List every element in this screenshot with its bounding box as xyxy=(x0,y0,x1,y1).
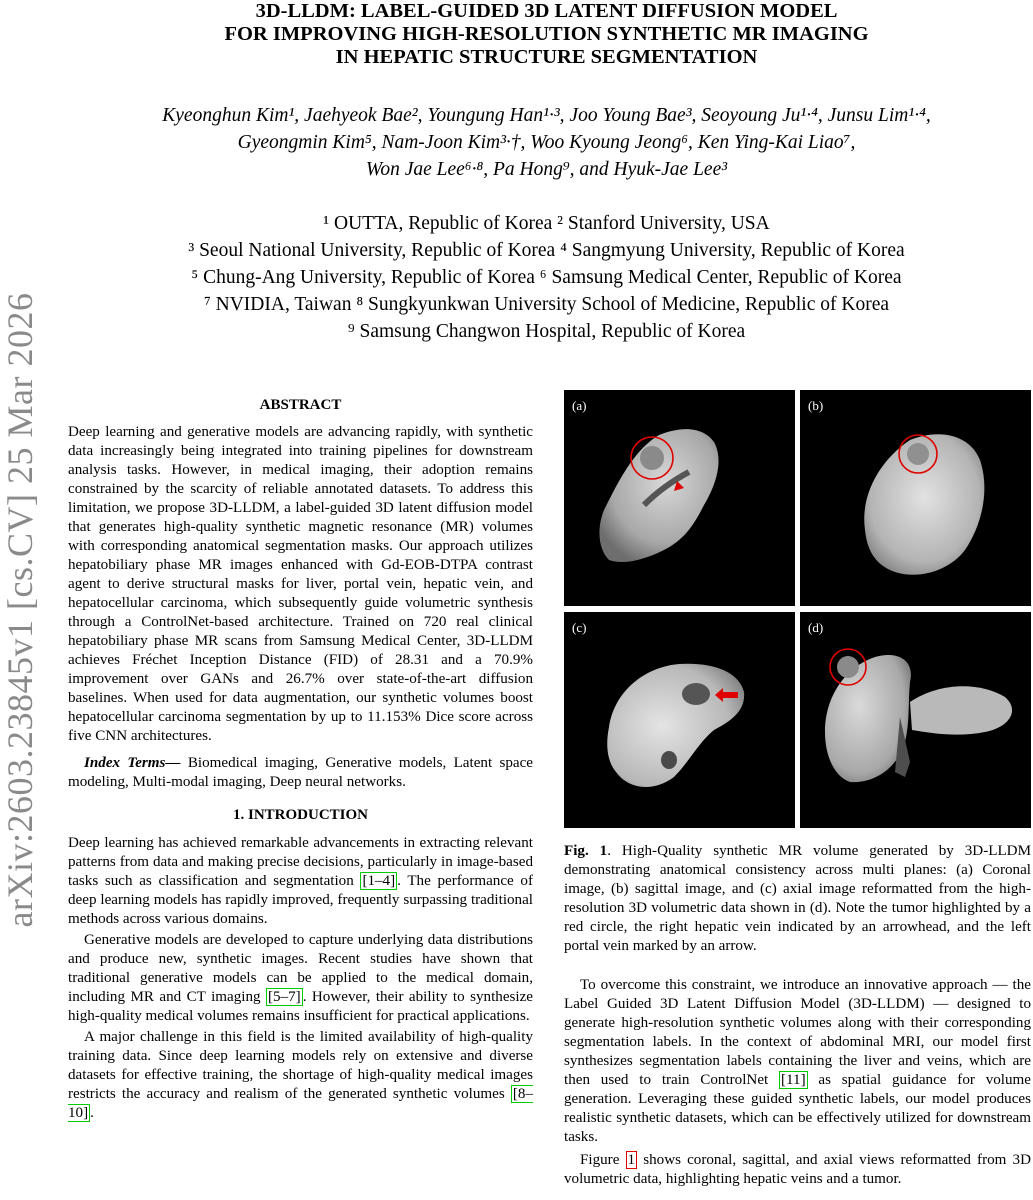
figure-caption xyxy=(564,842,1031,956)
author-line: Gyeongmin Kim⁵, Nam-Joon Kim³·†, Woo Kyoung Jeong⁶, Ken Ying-Kai Liao⁷, xyxy=(237,132,856,153)
coronal-liver-image xyxy=(564,390,795,606)
caption-text: . High-Quality synthetic MR volume generated by 3D-LLDM demonstrating anatomical consistency across multi planes: (a) Coronal image, (b) sagittal image, and (c) axial image reformatted from the high-resolution 3D volumetric data shown in (d). Note the tumor highlighted by a red circle, the right hepatic vein indicated by an arrowhead, and the left portal vein marked by an arrow. xyxy=(564,843,1031,954)
abstract-text: Deep learning and generative models are advancing rapidly, with synthetic data increasingly being integrated into training pipelines for downstream analysis tasks. However, in medical imaging, their adoption remains constrained by the scarcity of reliable annotated datasets. To address this limitation, we propose 3D-LLDM, a label-guided 3D latent diffusion model that generates high-quality synthetic magnetic resonance (MR) volumes with corresponding anatomical segmentation masks. Our approach utilizes hepatobiliary phase MR images enhanced with Gd-EOB-DTPA contrast agent to derive structural masks for liver, portal vein, hepatic vein, and hepatocellular carcinoma, which subsequently guide volumetric synthesis through a ControlNet-based architecture. Trained on 720 real clinical hepatobiliary phase MR scans from Samsung Medical Center, 3D-LLDM achieves Fréchet Inception Distance (FID) of 28.31 and a 70.9% improvement over GANs and 26.7% over state-of-the-art diffusion baselines. When used for data augmentation, our synthetic volumes boost hepatocellular carcinoma segmentation by up to 11.153% Dice score across five CNN architectures. xyxy=(68,424,533,744)
volume-panel xyxy=(800,612,1031,828)
affiliation-line: ⁵ Chung-Ang University, Republic of Korea ⁶ Samsung Medical Center, Republic of Korea xyxy=(191,267,902,288)
body-text: To overcome this constraint, we introduce an innovative approach — the Label Guided 3D Latent Diffusion Model (3D-LLDM) — designed to generate high-resolution synthetic volumes along with their corresponding segmentation labels. In the context of abdominal MRI, our model first synthesizes segmentation labels containing the liver and veins, which are then used to train ControlNet xyxy=(564,977,1031,1088)
intro-paragraph-1 xyxy=(68,834,533,929)
introduction-heading: 1. INTRODUCTION xyxy=(232,807,368,823)
panel-label-a: (a) xyxy=(572,398,587,413)
axial-panel xyxy=(564,612,795,828)
sagittal-liver-image xyxy=(800,390,1031,606)
affiliation-line: ³ Seoul National University, Republic of Korea ⁴ Sangmyung University, Republic of Korea xyxy=(188,240,905,261)
intro-text: A major challenge in this field is the limited availability of high-quality training data. Since deep learning models rely on extensive and diverse datasets for effective training, the shortage of high-quality medical images restricts the accuracy and realism of the generated synthetic volumes xyxy=(68,1029,533,1102)
intro-paragraph-3 xyxy=(68,1028,533,1123)
portal-vein xyxy=(682,683,710,705)
affiliation-line: ¹ OUTTA, Republic of Korea ² Stanford University, USA xyxy=(323,213,770,234)
title-line: FOR IMPROVING HIGH-RESOLUTION SYNTHETIC MR IMAGING xyxy=(224,23,869,45)
affiliation-list xyxy=(60,210,1033,345)
author-line: Won Jae Lee⁶·⁸, Pa Hong⁹, and Hyuk-Jae Lee³ xyxy=(365,159,728,180)
3d-volume-image xyxy=(800,612,1031,828)
arxiv-identifier: arXiv:2603.23845v1 [cs.CV] 25 Mar 2026 xyxy=(0,292,40,928)
intro-text: . The performance of deep learning models has rapidly improved, frequently surpassing traditional methods across various domains. xyxy=(68,873,533,927)
tumor xyxy=(907,443,929,465)
affiliation-line: ⁷ NVIDIA, Taiwan ⁸ Sungkyunkwan University School of Medicine, Republic of Korea xyxy=(203,294,890,315)
body-paragraph-2 xyxy=(564,1151,1031,1189)
body-text: as spatial guidance for volume generation. Leveraging these guided synthetic labels, our model produces realistic synthetic datasets, which can be effectively utilized for downstream tasks. xyxy=(564,1072,1031,1145)
abstract-heading: ABSTRACT xyxy=(259,397,342,413)
index-terms-text: Biomedical imaging, Generative models, Latent space modeling, Multi-modal imaging, Deep neural networks. xyxy=(68,755,533,790)
right-column xyxy=(564,976,1031,1189)
intro-text: Generative models are developed to capture underlying data distributions and produce new, synthetic images. Recent studies have shown that traditional generative models can be applied to the medical domain, including MR and CT imaging xyxy=(68,932,533,1005)
panel-label-b: (b) xyxy=(808,398,824,413)
tumor xyxy=(640,446,664,470)
body-text: Figure xyxy=(580,1152,626,1168)
liver-shape xyxy=(607,664,744,787)
axial-liver-image xyxy=(564,612,795,828)
intro-text: Deep learning has achieved remarkable advancements in extracting relevant patterns from data and making precise decisions, particularly in image-based tasks such as classification and segmentation xyxy=(68,835,533,889)
tumor xyxy=(837,656,859,678)
index-terms xyxy=(68,754,533,792)
citation-link[interactable]: [1–4] xyxy=(362,873,396,889)
intro-paragraph-2 xyxy=(68,931,533,1026)
body-text: shows coronal, sagittal, and axial views reformatted from 3D volumetric data, highlighting hepatic veins and a tumor. xyxy=(564,1152,1031,1187)
left-column xyxy=(68,396,533,1123)
caption-label: Fig. 1 xyxy=(564,843,608,859)
intro-text: . However, their ability to synthesize high-quality medical volumes remains insufficient for practical applications. xyxy=(68,989,533,1024)
liver-left-lobe xyxy=(910,686,1012,734)
body-paragraph-1 xyxy=(564,976,1031,1147)
author-line: Kyeonghun Kim¹, Jaehyeok Bae², Youngung Han¹·³, Joo Young Bae³, Seoyoung Ju¹·⁴, Junsu Lim¹·⁴, xyxy=(162,105,931,126)
author-list xyxy=(60,102,1033,183)
title-line: IN HEPATIC STRUCTURE SEGMENTATION xyxy=(335,46,758,68)
citation-link[interactable]: [8–10] xyxy=(68,1086,533,1121)
figure-reference-link[interactable]: 1 xyxy=(627,1152,636,1168)
title-line: 3D-LLDM: LABEL-GUIDED 3D LATENT DIFFUSION MODEL xyxy=(255,0,838,22)
figure-1 xyxy=(564,390,1031,828)
citation-link[interactable]: [11] xyxy=(781,1072,806,1088)
sagittal-panel xyxy=(800,390,1031,606)
citation-link[interactable]: [5–7] xyxy=(267,989,301,1005)
panel-label-c: (c) xyxy=(572,620,587,635)
coronal-panel xyxy=(564,390,795,606)
intro-text: . xyxy=(90,1105,94,1121)
paper-title xyxy=(60,0,1033,69)
affiliation-line: ⁹ Samsung Changwon Hospital, Republic of Korea xyxy=(347,321,746,342)
panel-label-d: (d) xyxy=(808,620,824,635)
vessel xyxy=(661,751,677,769)
index-terms-label: Index Terms— xyxy=(84,755,181,771)
